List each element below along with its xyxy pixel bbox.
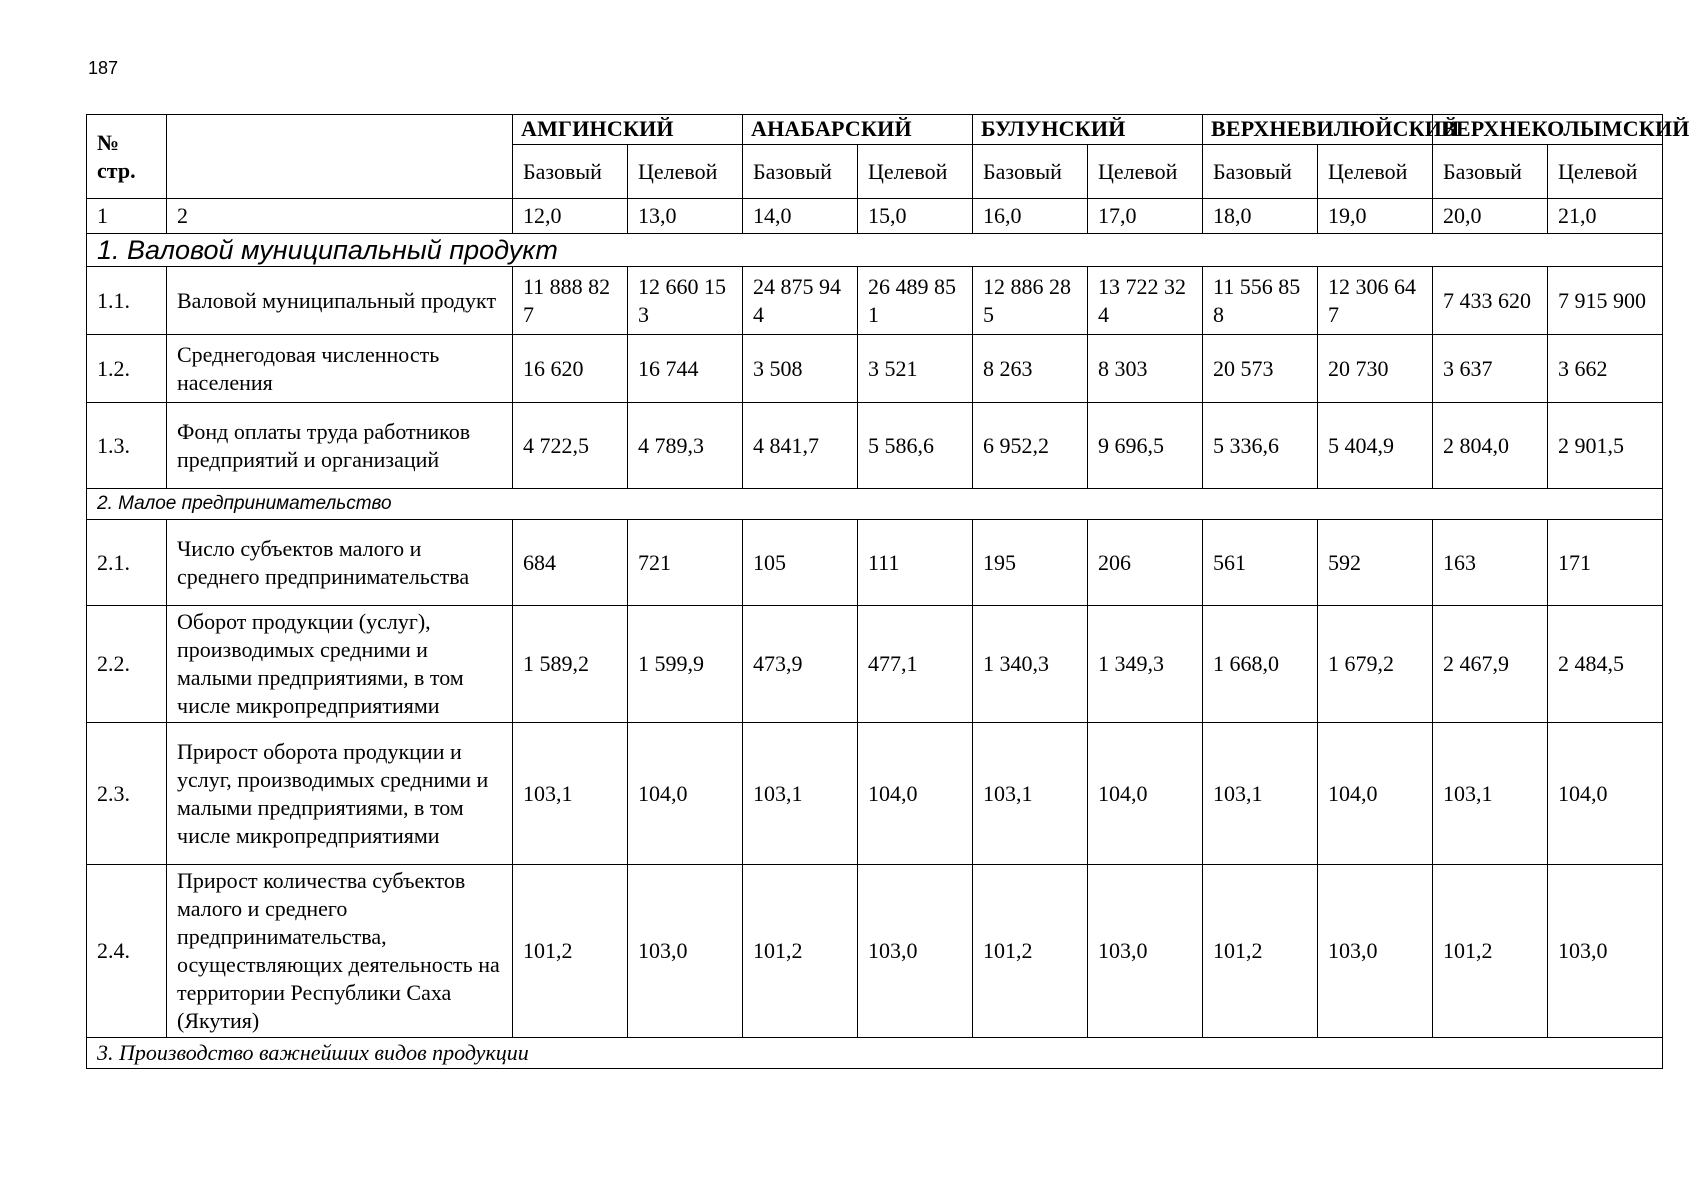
value-cell: 101,2 <box>743 865 858 1038</box>
section-title: 3. Производство важнейших видов продукции <box>87 1038 1663 1069</box>
row-number: 2.2. <box>87 606 167 723</box>
column-index: 18,0 <box>1203 199 1318 234</box>
section-title: 2. Малое предпринимательство <box>87 489 1663 520</box>
table-row <box>87 267 1663 335</box>
scenario-header: Целевой <box>1318 145 1433 199</box>
scenario-header: Базовый <box>513 145 628 199</box>
region-header-verkhnevilyuisky: ВЕРХНЕВИЛЮЙСКИЙ <box>1203 115 1433 145</box>
column-index: 17,0 <box>1088 199 1203 234</box>
header-row-regions <box>87 115 1663 145</box>
value-cell: 103,1 <box>513 723 628 865</box>
column-index: 2 <box>167 199 513 234</box>
scenario-header: Целевой <box>628 145 743 199</box>
value-cell: 103,0 <box>1088 865 1203 1038</box>
value-cell: 8 303 <box>1088 335 1203 403</box>
value-cell: 103,0 <box>628 865 743 1038</box>
value-cell: 7 433 620 <box>1433 267 1548 335</box>
value-cell: 103,1 <box>1203 723 1318 865</box>
rowno-header: № стр. <box>87 115 167 199</box>
indicator-name: Фонд оплаты труда работников предприятий и организаций <box>167 403 513 489</box>
value-cell: 11 888 827 <box>513 267 628 335</box>
value-cell: 13 722 324 <box>1088 267 1203 335</box>
value-cell: 105 <box>743 520 858 606</box>
value-cell: 1 599,9 <box>628 606 743 723</box>
value-cell: 26 489 851 <box>858 267 973 335</box>
row-number: 2.4. <box>87 865 167 1038</box>
value-cell: 5 336,6 <box>1203 403 1318 489</box>
section-title: 1. Валовой муниципальный продукт <box>87 234 1663 267</box>
value-cell: 6 952,2 <box>973 403 1088 489</box>
section-heading-row <box>87 234 1663 267</box>
value-cell: 206 <box>1088 520 1203 606</box>
value-cell: 103,0 <box>858 865 973 1038</box>
value-cell: 101,2 <box>1203 865 1318 1038</box>
value-cell: 171 <box>1548 520 1663 606</box>
indicator-name: Число субъектов малого и среднего предпринимательства <box>167 520 513 606</box>
value-cell: 103,1 <box>1433 723 1548 865</box>
page-number: 187 <box>88 58 119 78</box>
row-number: 1.3. <box>87 403 167 489</box>
value-cell: 592 <box>1318 520 1433 606</box>
value-cell: 104,0 <box>628 723 743 865</box>
value-cell: 2 467,9 <box>1433 606 1548 723</box>
indicator-name: Оборот продукции (услуг), производимых средними и малыми предприятиями, в том числе микропредприятиями <box>167 606 513 723</box>
value-cell: 3 637 <box>1433 335 1548 403</box>
value-cell: 473,9 <box>743 606 858 723</box>
value-cell: 195 <box>973 520 1088 606</box>
value-cell: 4 722,5 <box>513 403 628 489</box>
column-index: 19,0 <box>1318 199 1433 234</box>
value-cell: 684 <box>513 520 628 606</box>
value-cell: 7 915 900 <box>1548 267 1663 335</box>
row-number: 1.1. <box>87 267 167 335</box>
value-cell: 2 804,0 <box>1433 403 1548 489</box>
value-cell: 3 662 <box>1548 335 1663 403</box>
value-cell: 12 660 153 <box>628 267 743 335</box>
region-header-amginsky: АМГИНСКИЙ <box>513 115 743 145</box>
value-cell: 103,0 <box>1318 865 1433 1038</box>
indicator-name: Прирост оборота продукции и услуг, производимых средними и малыми предприятиями, в том числе микропредприятиями <box>167 723 513 865</box>
value-cell: 104,0 <box>1548 723 1663 865</box>
region-header-verkhnekolymsky: ВЕРХНЕКОЛЫМСКИЙ <box>1433 115 1663 145</box>
value-cell: 101,2 <box>973 865 1088 1038</box>
scenario-header: Базовый <box>973 145 1088 199</box>
name-header <box>167 115 513 199</box>
region-header-bulunsky: БУЛУНСКИЙ <box>973 115 1203 145</box>
scenario-header: Базовый <box>1203 145 1318 199</box>
value-cell: 2 901,5 <box>1548 403 1663 489</box>
scenario-header: Целевой <box>1548 145 1663 199</box>
value-cell: 3 521 <box>858 335 973 403</box>
value-cell: 1 668,0 <box>1203 606 1318 723</box>
value-cell: 12 306 647 <box>1318 267 1433 335</box>
value-cell: 5 404,9 <box>1318 403 1433 489</box>
row-number: 2.1. <box>87 520 167 606</box>
value-cell: 3 508 <box>743 335 858 403</box>
table-row <box>87 606 1663 723</box>
indicator-name: Валовой муниципальный продукт <box>167 267 513 335</box>
table-row <box>87 335 1663 403</box>
value-cell: 20 573 <box>1203 335 1318 403</box>
value-cell: 1 679,2 <box>1318 606 1433 723</box>
value-cell: 477,1 <box>858 606 973 723</box>
table-row <box>87 723 1663 865</box>
value-cell: 561 <box>1203 520 1318 606</box>
value-cell: 163 <box>1433 520 1548 606</box>
value-cell: 9 696,5 <box>1088 403 1203 489</box>
value-cell: 2 484,5 <box>1548 606 1663 723</box>
row-number: 2.3. <box>87 723 167 865</box>
value-cell: 24 875 944 <box>743 267 858 335</box>
column-index: 12,0 <box>513 199 628 234</box>
indicator-name: Прирост количества субъектов малого и среднего предпринимательства, осуществляющих деятельность на территории Республики Саха (Якутия) <box>167 865 513 1038</box>
value-cell: 104,0 <box>858 723 973 865</box>
value-cell: 1 589,2 <box>513 606 628 723</box>
section-heading-row <box>87 1038 1663 1069</box>
region-header-anabarsky: АНАБАРСКИЙ <box>743 115 973 145</box>
indicator-name: Среднегодовая численность населения <box>167 335 513 403</box>
column-index: 14,0 <box>743 199 858 234</box>
scenario-header: Целевой <box>1088 145 1203 199</box>
value-cell: 103,1 <box>743 723 858 865</box>
value-cell: 5 586,6 <box>858 403 973 489</box>
value-cell: 721 <box>628 520 743 606</box>
column-index: 13,0 <box>628 199 743 234</box>
scenario-header: Целевой <box>858 145 973 199</box>
table-row <box>87 865 1663 1038</box>
value-cell: 104,0 <box>1318 723 1433 865</box>
value-cell: 12 886 285 <box>973 267 1088 335</box>
value-cell: 104,0 <box>1088 723 1203 865</box>
value-cell: 101,2 <box>513 865 628 1038</box>
value-cell: 16 620 <box>513 335 628 403</box>
value-cell: 20 730 <box>1318 335 1433 403</box>
value-cell: 1 340,3 <box>973 606 1088 723</box>
column-index: 15,0 <box>858 199 973 234</box>
scenario-header: Базовый <box>1433 145 1548 199</box>
value-cell: 4 841,7 <box>743 403 858 489</box>
value-cell: 1 349,3 <box>1088 606 1203 723</box>
value-cell: 103,1 <box>973 723 1088 865</box>
section-heading-row <box>87 489 1663 520</box>
value-cell: 11 556 858 <box>1203 267 1318 335</box>
indicators-table <box>86 114 1690 1069</box>
column-index: 21,0 <box>1548 199 1663 234</box>
value-cell: 111 <box>858 520 973 606</box>
table-row <box>87 403 1663 489</box>
row-number: 1.2. <box>87 335 167 403</box>
column-index: 16,0 <box>973 199 1088 234</box>
value-cell: 16 744 <box>628 335 743 403</box>
column-index: 1 <box>87 199 167 234</box>
column-index: 20,0 <box>1433 199 1548 234</box>
value-cell: 101,2 <box>1433 865 1548 1038</box>
column-index-row <box>87 199 1663 234</box>
value-cell: 4 789,3 <box>628 403 743 489</box>
scenario-header: Базовый <box>743 145 858 199</box>
value-cell: 8 263 <box>973 335 1088 403</box>
table-row <box>87 520 1663 606</box>
value-cell: 103,0 <box>1548 865 1663 1038</box>
